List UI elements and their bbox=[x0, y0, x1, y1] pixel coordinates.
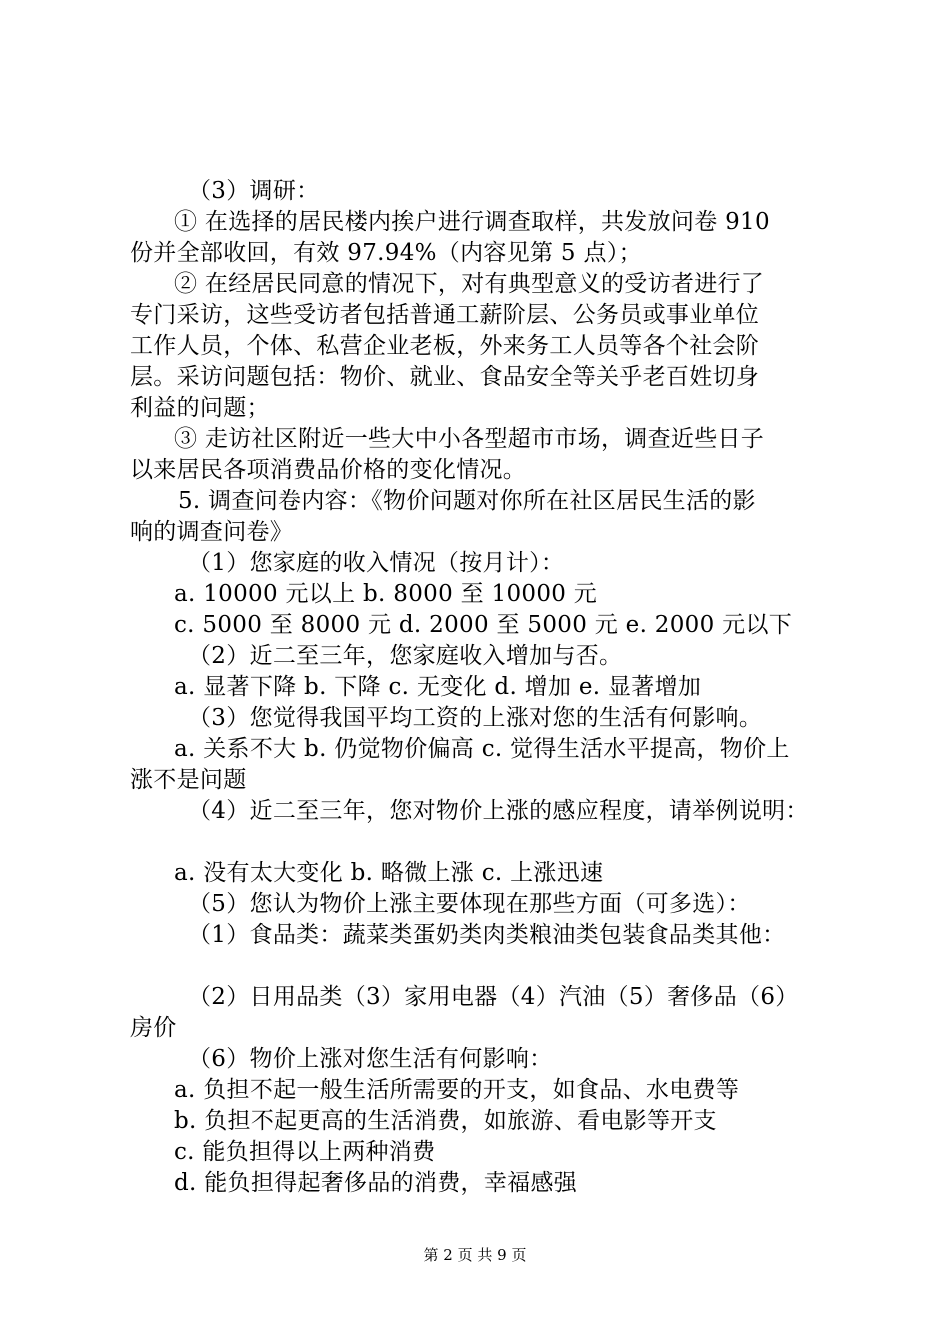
question-4-options: a. 没有太大变化 b. 略微上涨 c. 上涨迅速 bbox=[174, 860, 604, 886]
paragraph-line: 层。采访问题包括：物价、就业、食品安全等关乎老百姓切身 bbox=[130, 364, 760, 390]
question-6: （6）物价上涨对您生活有何影响： bbox=[188, 1046, 553, 1072]
question-3-options: 涨不是问题 bbox=[130, 767, 247, 793]
document-body bbox=[130, 176, 830, 1199]
question-3: （3）您觉得我国平均工资的上涨对您的生活有何影响。 bbox=[188, 705, 763, 731]
question-5-item-food: （1）食品类：蔬菜类蛋奶类肉类粮油类包装食品类其他： bbox=[188, 922, 786, 948]
section-heading-research: （3）调研： bbox=[188, 178, 320, 204]
paragraph-line: 以来居民各项消费品价格的变化情况。 bbox=[130, 457, 527, 483]
question-6-option-a: a. 负担不起一般生活所需要的开支，如食品、水电费等 bbox=[174, 1077, 740, 1103]
question-1-options: a. 10000 元以上 b. 8000 至 10000 元 bbox=[174, 581, 598, 607]
question-4: （4）近二至三年，您对物价上涨的感应程度，请举例说明： bbox=[188, 798, 809, 824]
question-1: （1）您家庭的收入情况（按月计）： bbox=[188, 550, 565, 576]
question-5: （5）您认为物价上涨主要体现在那些方面（可多选）： bbox=[188, 891, 751, 917]
question-6-option-d: d. 能负担得起奢侈品的消费，幸福感强 bbox=[174, 1170, 578, 1196]
paragraph-line: 工作人员，个体、私营企业老板，外来务工人员等各个社会阶 bbox=[130, 333, 760, 359]
question-5-items: （2）日用品类（3）家用电器（4）汽油（5）奢侈品（6） bbox=[188, 984, 799, 1010]
paragraph-line: 专门采访，这些受访者包括普通工薪阶层、公务员或事业单位 bbox=[130, 302, 760, 328]
paragraph-line: ② 在经居民同意的情况下，对有典型意义的受访者进行了 bbox=[174, 271, 765, 297]
question-1-options: c. 5000 至 8000 元 d. 2000 至 5000 元 e. 2000 元以下 bbox=[174, 612, 793, 638]
paragraph-line: 响的调查问卷》 bbox=[130, 519, 294, 545]
question-6-option-c: c. 能负担得以上两种消费 bbox=[174, 1139, 436, 1165]
blank-line bbox=[130, 827, 830, 858]
question-5-items: 房价 bbox=[130, 1015, 177, 1041]
paragraph-line: ① 在选择的居民楼内挨户进行调查取样，共发放问卷 910 bbox=[174, 209, 770, 235]
paragraph-line: 份并全部收回，有效 97.94%（内容见第 5 点）； bbox=[130, 240, 642, 266]
blank-line bbox=[130, 951, 830, 982]
paragraph-line: ③ 走访社区附近一些大中小各型超市市场，调查近些日子 bbox=[174, 426, 765, 452]
question-2-options: a. 显著下降 b. 下降 c. 无变化 d. 增加 e. 显著增加 bbox=[174, 674, 702, 700]
question-2: （2）近二至三年，您家庭收入增加与否。 bbox=[188, 643, 623, 669]
section-heading-questionnaire: 5. 调查问卷内容：《物价问题对你所在社区居民生活的影 bbox=[178, 488, 756, 514]
page-footer: 第 2 页 共 9 页 bbox=[423, 1246, 527, 1264]
question-3-options: a. 关系不大 b. 仍觉物价偏高 c. 觉得生活水平提高，物价上 bbox=[174, 736, 790, 762]
paragraph-line: 利益的问题； bbox=[130, 395, 270, 421]
question-6-option-b: b. 负担不起更高的生活消费，如旅游、看电影等开支 bbox=[174, 1108, 717, 1134]
